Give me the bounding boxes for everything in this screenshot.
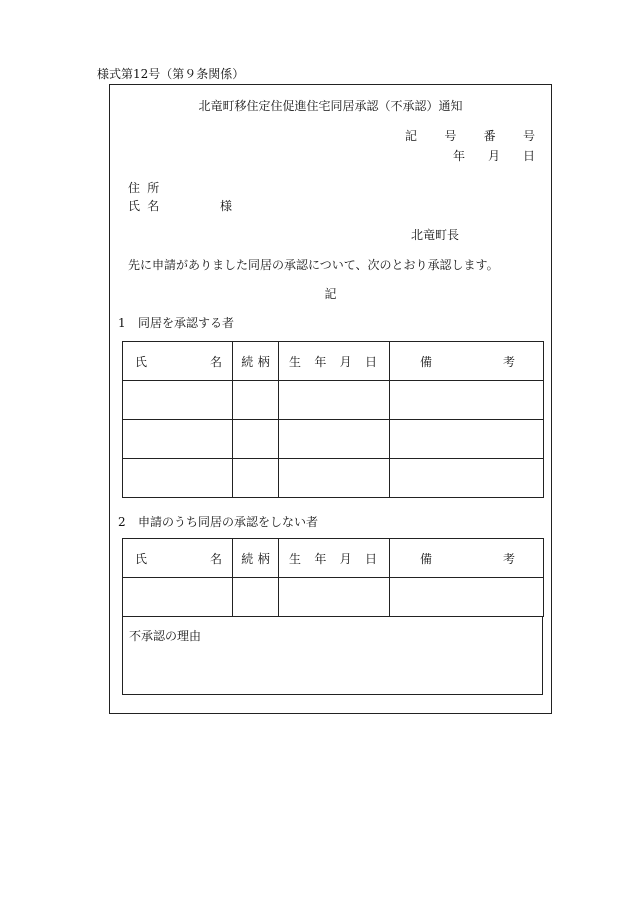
date-month: 月 bbox=[487, 149, 500, 163]
cell[interactable] bbox=[279, 381, 390, 420]
document-date bbox=[453, 147, 535, 164]
disapproved-persons-table bbox=[122, 538, 544, 617]
cell[interactable] bbox=[390, 381, 544, 420]
cell[interactable] bbox=[233, 578, 279, 617]
doc-ref-char: 号 bbox=[522, 129, 535, 143]
cell[interactable] bbox=[123, 459, 233, 498]
column-relation: 続 柄 bbox=[233, 342, 279, 381]
body-text: 先に申請がありました同居の承認について、次のとおり承認します。 bbox=[128, 258, 499, 272]
table-header-row bbox=[123, 539, 544, 578]
ki-heading: 記 bbox=[324, 287, 337, 301]
doc-ref-char: 記 bbox=[405, 129, 418, 143]
cell[interactable] bbox=[123, 578, 233, 617]
name-label: 氏名 bbox=[128, 199, 167, 213]
form-number: 様式第12号（第９条関係） bbox=[97, 67, 245, 81]
document-title: 北竜町移住定住促進住宅同居承認（不承認）通知 bbox=[198, 99, 463, 113]
table-header-row bbox=[123, 342, 544, 381]
doc-ref-char: 号 bbox=[444, 129, 457, 143]
disapproval-reason-box[interactable] bbox=[122, 616, 543, 695]
notice-frame bbox=[109, 84, 552, 714]
section1-heading bbox=[118, 314, 234, 331]
section2-title: 申請のうち同居の承認をしない者 bbox=[138, 515, 319, 529]
approved-persons-table bbox=[122, 341, 544, 498]
cell[interactable] bbox=[390, 459, 544, 498]
issuer: 北竜町長 bbox=[410, 228, 459, 242]
column-birthdate: 生 年 月 日 bbox=[279, 539, 390, 578]
column-birthdate: 生 年 月 日 bbox=[279, 342, 390, 381]
cell[interactable] bbox=[233, 459, 279, 498]
column-remarks: 備 考 bbox=[390, 342, 544, 381]
date-year: 年 bbox=[453, 149, 466, 163]
section2-number: 2 bbox=[118, 515, 126, 529]
column-relation: 続 柄 bbox=[233, 539, 279, 578]
disapproval-reason-label: 不承認の理由 bbox=[129, 629, 202, 643]
column-name: 氏 名 bbox=[123, 539, 233, 578]
date-day: 日 bbox=[522, 149, 535, 163]
section1-number: 1 bbox=[118, 316, 126, 330]
table-row bbox=[123, 420, 544, 459]
column-name: 氏 名 bbox=[123, 342, 233, 381]
table-row bbox=[123, 459, 544, 498]
cell[interactable] bbox=[123, 420, 233, 459]
table-row bbox=[123, 381, 544, 420]
document-reference bbox=[405, 127, 535, 144]
doc-ref-char: 番 bbox=[483, 129, 496, 143]
cell[interactable] bbox=[233, 381, 279, 420]
cell[interactable] bbox=[123, 381, 233, 420]
section2-heading bbox=[118, 513, 318, 530]
cell[interactable] bbox=[279, 459, 390, 498]
cell[interactable] bbox=[279, 578, 390, 617]
section1-title: 同居を承認する者 bbox=[138, 316, 235, 330]
cell[interactable] bbox=[279, 420, 390, 459]
cell[interactable] bbox=[390, 578, 544, 617]
column-remarks: 備 考 bbox=[390, 539, 544, 578]
cell[interactable] bbox=[390, 420, 544, 459]
address-label: 住所 bbox=[128, 181, 167, 195]
honorific: 様 bbox=[220, 199, 233, 213]
cell[interactable] bbox=[233, 420, 279, 459]
table-row bbox=[123, 578, 544, 617]
